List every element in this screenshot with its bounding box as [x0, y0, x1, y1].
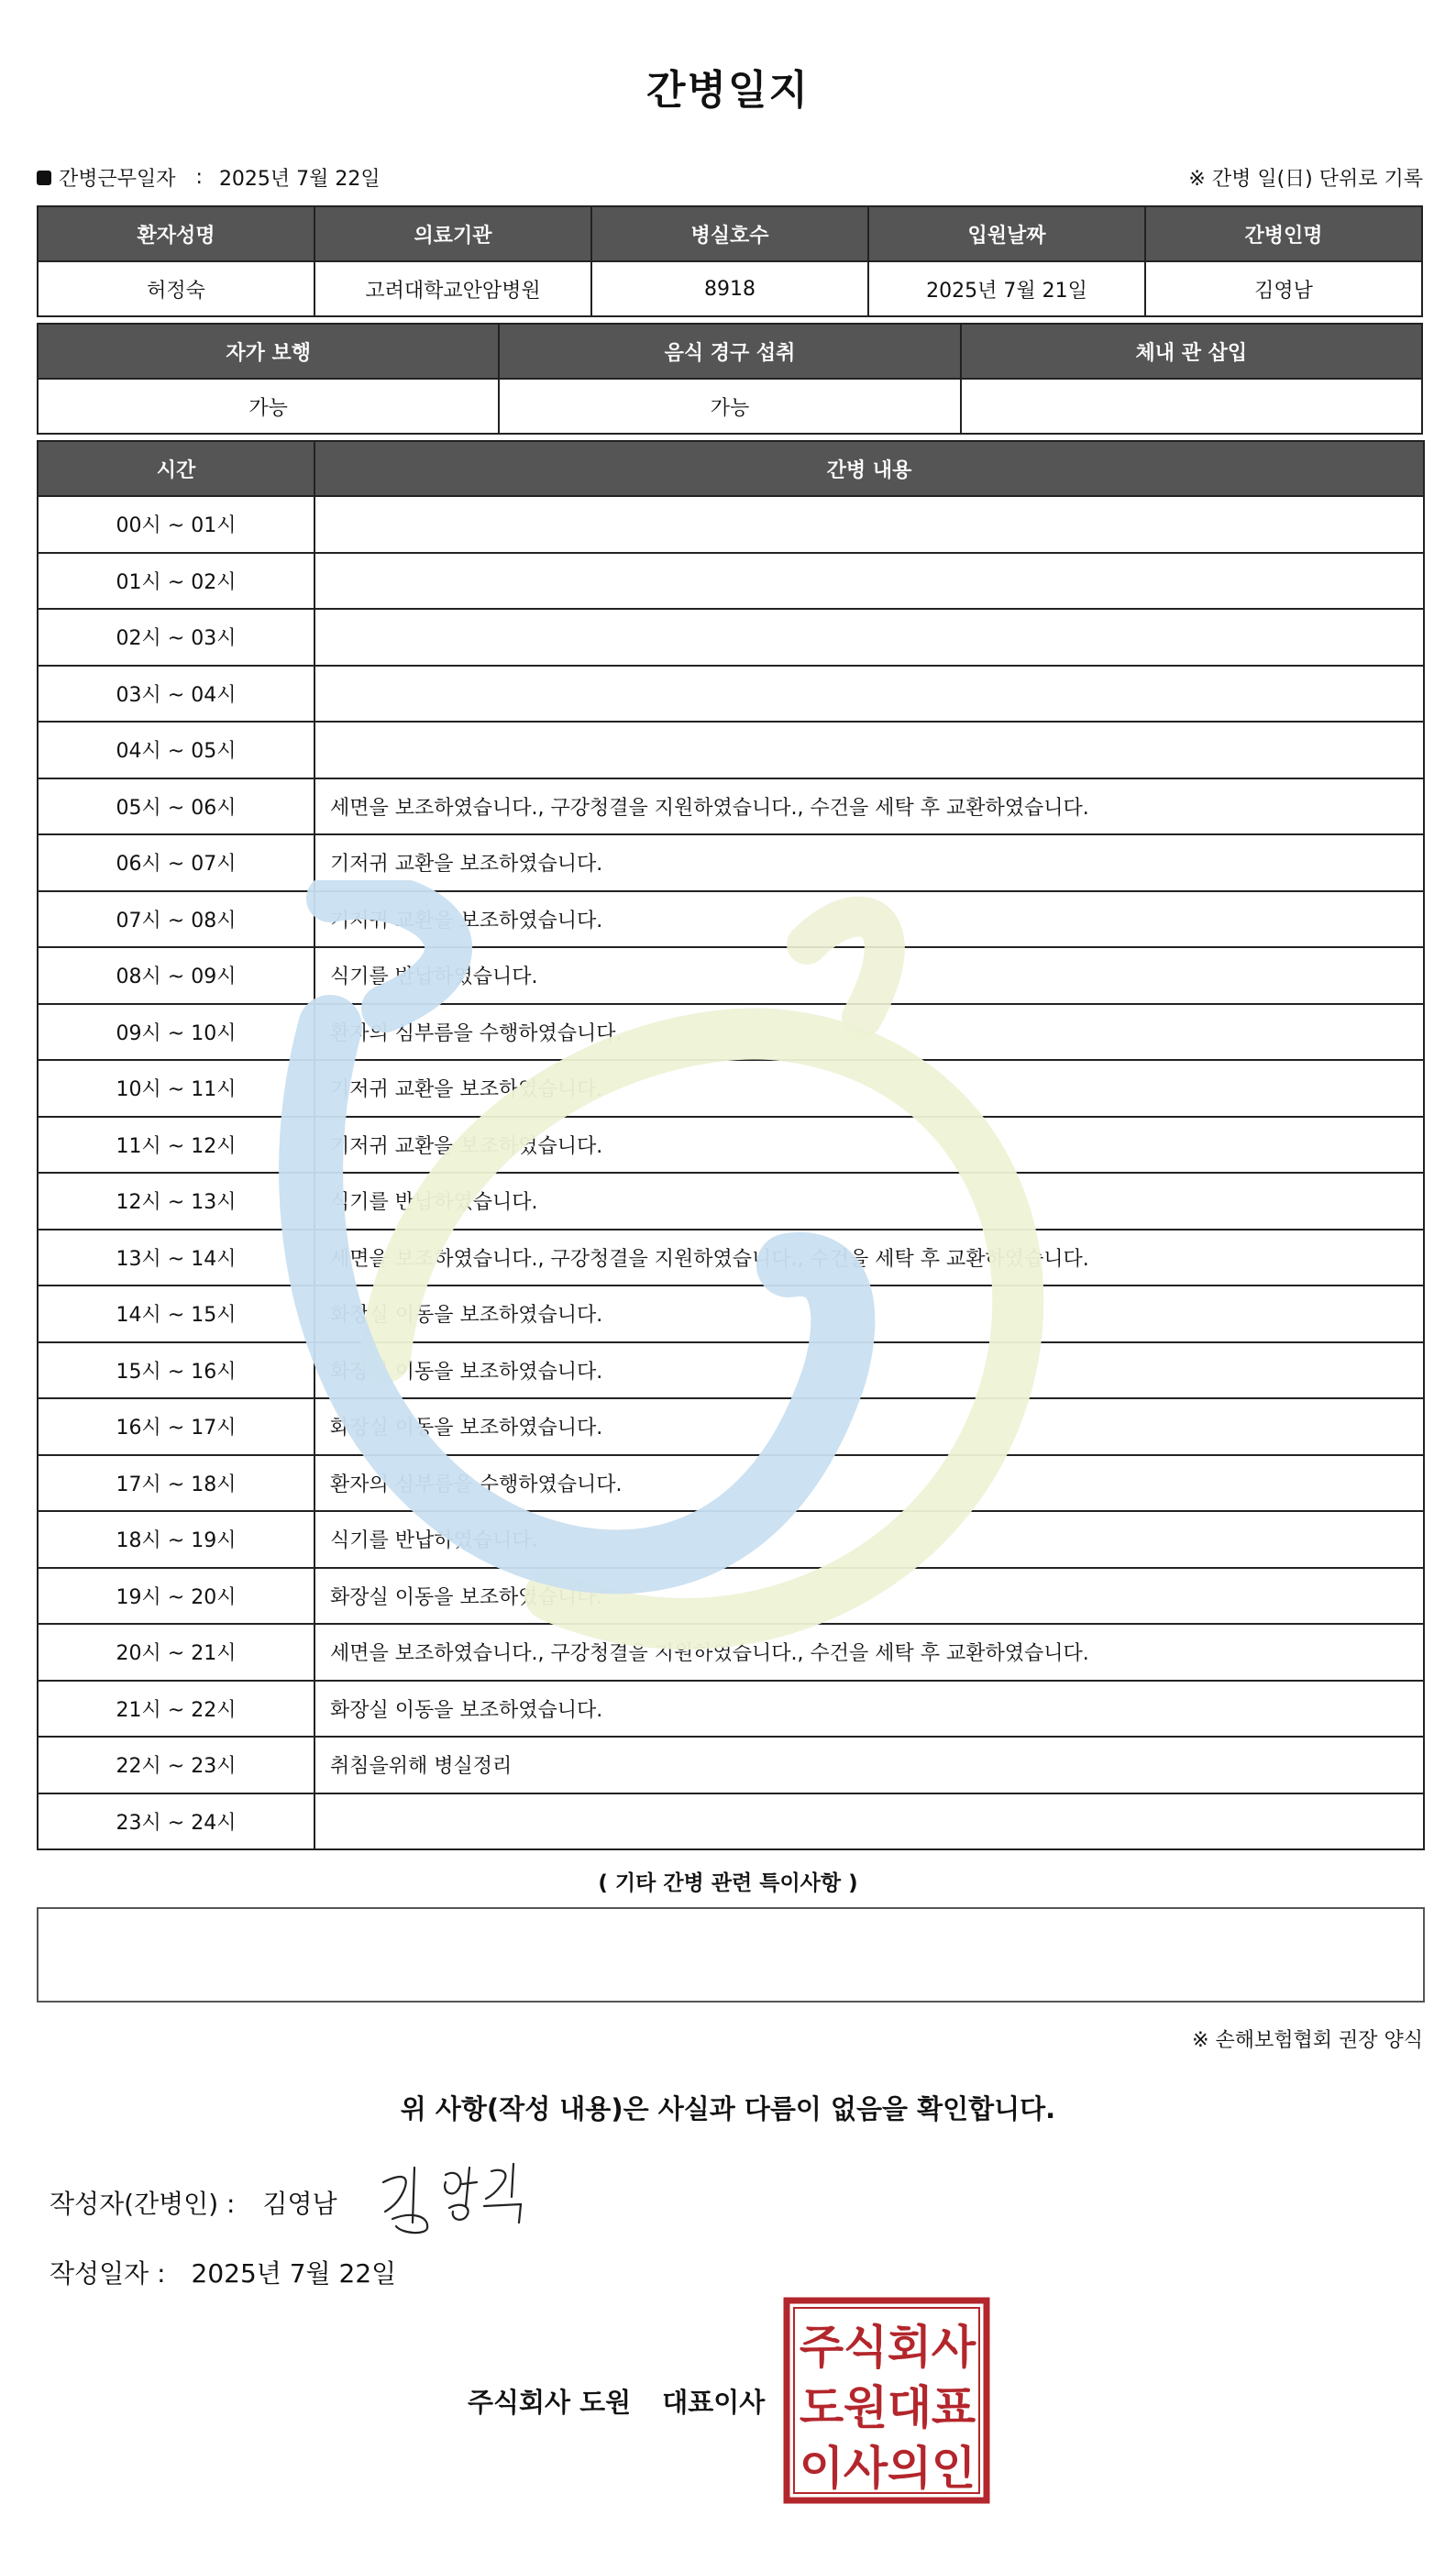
bullet-icon — [37, 171, 51, 185]
hospital-header: 의료기관 — [314, 206, 591, 261]
time-cell: 13시 ~ 14시 — [38, 1230, 314, 1286]
table-row — [38, 1173, 1424, 1230]
time-cell: 10시 ~ 11시 — [38, 1060, 314, 1117]
written-date-value: 2025년 7월 22일 — [191, 2258, 397, 2289]
company-name: 주식회사 도원 — [468, 2387, 632, 2418]
care-content-cell — [314, 1793, 1424, 1850]
care-content-cell: 기저귀 교환을 보조하였습니다. — [314, 891, 1424, 948]
table-row — [38, 1398, 1424, 1455]
admission-date-cell: 2025년 7월 21일 — [868, 261, 1145, 316]
time-cell: 00시 ~ 01시 — [38, 496, 314, 553]
care-content-cell: 환자의 심부름을 수행하였습니다. — [314, 1004, 1424, 1061]
written-date-line — [50, 2254, 396, 2290]
care-content-cell: 기저귀 교환을 보조하였습니다. — [314, 834, 1424, 891]
table-row — [38, 1624, 1424, 1681]
work-date-line — [37, 163, 381, 192]
care-content-cell: 세면을 보조하였습니다., 구강청결을 지원하였습니다., 수건을 세탁 후 교환하였습니다. — [314, 1624, 1424, 1681]
care-content-cell: 화장실 이동을 보조하였습니다. — [314, 1568, 1424, 1625]
writer-name: 김영남 — [262, 2189, 337, 2219]
care-content-cell: 세면을 보조하였습니다., 구강청결을 지원하였습니다., 수건을 세탁 후 교환하였습니다. — [314, 1230, 1424, 1286]
care-content-cell: 화장실 이동을 보조하였습니다. — [314, 1398, 1424, 1455]
writer-line — [50, 2184, 337, 2221]
time-cell: 20시 ~ 21시 — [38, 1624, 314, 1681]
oral-intake-header: 음식 경구 섭취 — [499, 324, 960, 379]
patient-info-table — [37, 205, 1423, 317]
care-content-cell — [314, 722, 1424, 778]
seal-character: 의 — [887, 2442, 932, 2495]
time-cell: 01시 ~ 02시 — [38, 553, 314, 610]
time-cell: 12시 ~ 13시 — [38, 1173, 314, 1230]
seal-character: 사 — [931, 2321, 976, 2374]
care-content-cell: 환자의 심부름을 수행하였습니다. — [314, 1455, 1424, 1512]
caregiver-name-cell: 김영남 — [1145, 261, 1422, 316]
seal-character: 원 — [843, 2381, 888, 2434]
table-row — [38, 1737, 1424, 1793]
table-row — [38, 1681, 1424, 1738]
time-cell: 14시 ~ 15시 — [38, 1286, 314, 1342]
tube-insertion-header: 체내 관 삽입 — [961, 324, 1422, 379]
care-content-cell: 세면을 보조하였습니다., 구강청결을 지원하였습니다., 수건을 세탁 후 교환하였습니다. — [314, 778, 1424, 835]
seal-character: 주 — [799, 2321, 844, 2374]
table-row — [38, 553, 1424, 610]
seal-character: 인 — [931, 2442, 976, 2495]
care-content-cell: 취침을위해 병실정리 — [314, 1737, 1424, 1793]
time-header: 시간 — [38, 441, 314, 496]
table-row — [38, 1060, 1424, 1117]
time-cell: 18시 ~ 19시 — [38, 1511, 314, 1568]
table-row — [38, 891, 1424, 948]
care-content-cell — [314, 496, 1424, 553]
care-content-cell — [314, 666, 1424, 723]
seal-character: 표 — [931, 2381, 976, 2434]
patient-status-table — [37, 323, 1423, 435]
company-seal-stamp — [783, 2297, 990, 2504]
remarks-box — [37, 1907, 1425, 2003]
work-date-separator: : — [195, 166, 203, 189]
time-cell: 05시 ~ 06시 — [38, 778, 314, 835]
table-row — [38, 1286, 1424, 1342]
time-cell: 23시 ~ 24시 — [38, 1793, 314, 1850]
insurance-note: ※ 손해보험협회 권장 양식 — [1192, 2029, 1423, 2052]
time-cell: 07시 ~ 08시 — [38, 891, 314, 948]
care-content-cell: 화장실 이동을 보조하였습니다. — [314, 1286, 1424, 1342]
work-date-value: 2025년 7월 22일 — [218, 168, 381, 191]
tube-insertion-cell — [961, 379, 1422, 434]
writer-label: 작성자(간병인) : — [50, 2189, 236, 2219]
seal-character: 도 — [799, 2381, 844, 2434]
time-cell: 16시 ~ 17시 — [38, 1398, 314, 1455]
time-cell: 02시 ~ 03시 — [38, 609, 314, 666]
time-cell: 03시 ~ 04시 — [38, 666, 314, 723]
table-row — [38, 1568, 1424, 1625]
table-row — [38, 609, 1424, 666]
room-number-header: 병실호수 — [591, 206, 868, 261]
seal-character: 사 — [843, 2442, 888, 2495]
time-cell: 22시 ~ 23시 — [38, 1737, 314, 1793]
unit-note: ※ 간병 일(日) 단위로 기록 — [1188, 168, 1423, 191]
care-content-cell: 식기를 반납하였습니다. — [314, 1511, 1424, 1568]
care-content-cell: 기저귀 교환을 보조하였습니다. — [314, 1117, 1424, 1174]
self-walking-header: 자가 보행 — [38, 324, 499, 379]
time-cell: 06시 ~ 07시 — [38, 834, 314, 891]
care-content-cell: 화장실 이동을 보조하였습니다. — [314, 1681, 1424, 1738]
care-content-cell: 식기를 반납하였습니다. — [314, 1173, 1424, 1230]
hospital-cell: 고려대학교안암병원 — [314, 261, 591, 316]
written-date-label: 작성일자 : — [50, 2258, 166, 2289]
care-content-cell: 기저귀 교환을 보조하였습니다. — [314, 1060, 1424, 1117]
table-row — [38, 778, 1424, 835]
care-content-header: 간병 내용 — [314, 441, 1424, 496]
time-cell: 15시 ~ 16시 — [38, 1342, 314, 1399]
patient-name-cell: 허정숙 — [38, 261, 314, 316]
seal-character: 대 — [887, 2381, 932, 2434]
care-log-rows — [38, 496, 1424, 1849]
table-row — [38, 947, 1424, 1004]
time-cell: 11시 ~ 12시 — [38, 1117, 314, 1174]
time-cell: 21시 ~ 22시 — [38, 1681, 314, 1738]
care-content-cell — [314, 609, 1424, 666]
care-content-cell — [314, 553, 1424, 610]
seal-character: 식 — [843, 2321, 888, 2374]
table-row — [38, 496, 1424, 553]
representative-title: 대표이사 — [662, 2387, 766, 2418]
company-line — [468, 2382, 765, 2420]
work-date-label: 간병근무일자 — [59, 168, 176, 191]
time-cell: 08시 ~ 09시 — [38, 947, 314, 1004]
time-cell: 19시 ~ 20시 — [38, 1568, 314, 1625]
room-number-cell: 8918 — [591, 261, 868, 316]
table-row — [38, 1342, 1424, 1399]
self-walking-cell: 가능 — [38, 379, 499, 434]
care-content-cell: 화장실 이동을 보조하였습니다. — [314, 1342, 1424, 1399]
table-row — [38, 666, 1424, 723]
seal-character: 회 — [887, 2321, 932, 2374]
caregiver-name-header: 간병인명 — [1145, 206, 1422, 261]
table-row — [38, 834, 1424, 891]
table-row — [38, 1511, 1424, 1568]
table-row — [38, 1455, 1424, 1512]
handwritten-signature — [374, 2155, 544, 2237]
table-row — [38, 1230, 1424, 1286]
table-row — [38, 1793, 1424, 1850]
time-cell: 09시 ~ 10시 — [38, 1004, 314, 1061]
care-log-table — [37, 440, 1425, 1850]
patient-name-header: 환자성명 — [38, 206, 314, 261]
document-title: 간병일지 — [645, 67, 810, 114]
time-cell: 17시 ~ 18시 — [38, 1455, 314, 1512]
table-row — [38, 1004, 1424, 1061]
seal-character: 이 — [799, 2442, 844, 2495]
table-row — [38, 1117, 1424, 1174]
remarks-title: ( 기타 간병 관련 특이사항 ) — [598, 1871, 858, 1895]
admission-date-header: 입원날짜 — [868, 206, 1145, 261]
time-cell: 04시 ~ 05시 — [38, 722, 314, 778]
confirmation-statement: 위 사항(작성 내용)은 사실과 다름이 없음을 확인합니다. — [400, 2093, 1056, 2124]
table-row — [38, 722, 1424, 778]
oral-intake-cell: 가능 — [499, 379, 960, 434]
care-content-cell: 식기를 반납하였습니다. — [314, 947, 1424, 1004]
